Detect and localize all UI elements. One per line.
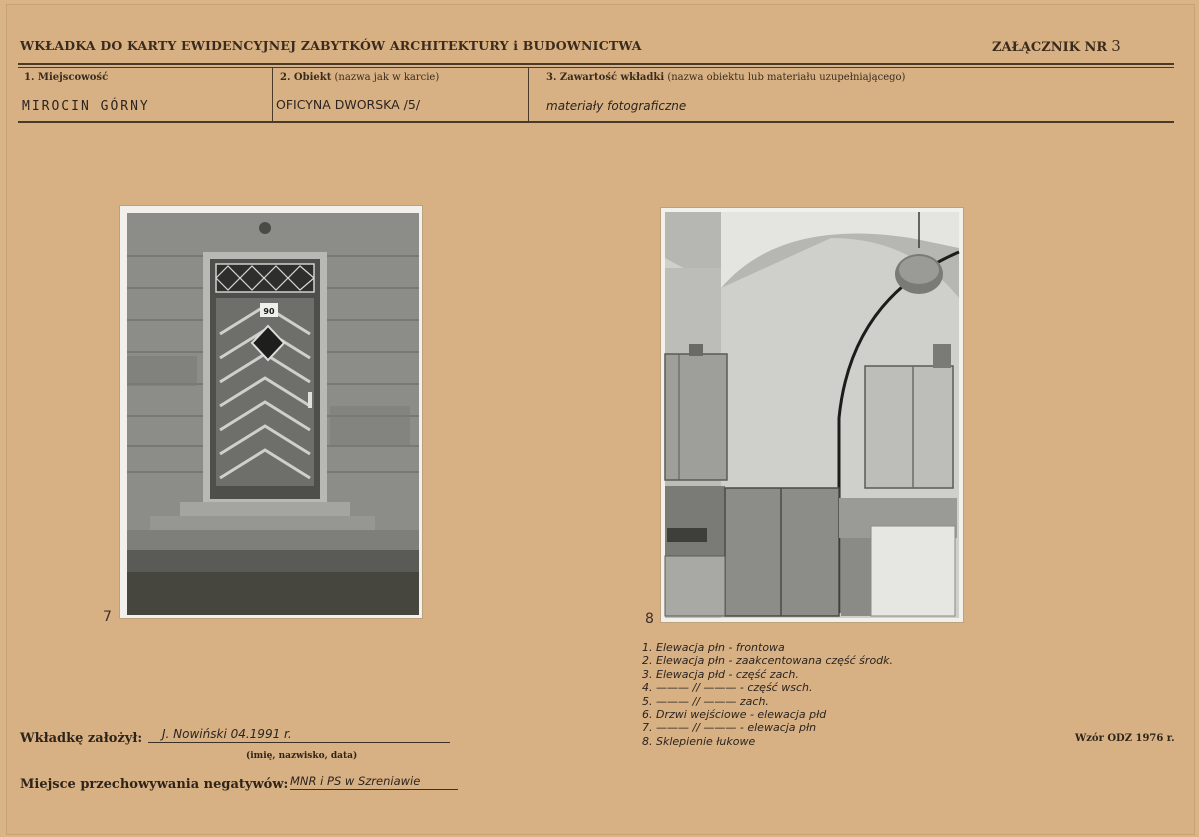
- created-by-value: J. Nowiński 04.1991 r.: [148, 727, 450, 743]
- photo-legend: [642, 641, 893, 748]
- legend-item: 7. ——— // ——— - elewacja płn: [642, 721, 817, 735]
- legend-item: 1. Elewacja płn - frontowa: [642, 641, 785, 654]
- vault-photo-image: [661, 208, 963, 622]
- created-by-note: (imię, nazwisko, data): [246, 751, 358, 761]
- house-number: 90: [263, 307, 275, 316]
- created-by-label: Wkładkę założył:: [20, 731, 143, 746]
- legend-item: 2. Elewacja płn - zaakcentowana część środk.: [642, 654, 894, 668]
- door-photo-image: [120, 206, 422, 618]
- legend-item: 6. Drzwi wejściowe - elewacja płd: [642, 708, 827, 722]
- locality-value: MIROCIN GÓRNY: [22, 99, 150, 114]
- negatives-storage-label: Miejsce przechowywania negatywów:: [20, 777, 289, 792]
- object-label-note: (nazwa jak w karcie): [331, 72, 440, 83]
- document-title: WKŁADKA DO KARTY EWIDENCYJNEJ ZABYTKÓW ARCHITEKTURY i BUDOWNICTWA: [20, 38, 642, 53]
- annex-label-text: ZAŁĄCZNIK NR: [992, 40, 1108, 55]
- object-label-main: 2. Obiekt: [280, 72, 332, 83]
- field-divider-1: [272, 67, 273, 122]
- annex-label: [992, 37, 1121, 55]
- header-rule-bottom: [18, 121, 1174, 123]
- field-divider-2: [528, 67, 529, 122]
- photo-vault: [661, 208, 963, 622]
- content-label: [546, 72, 905, 83]
- header-rule-top-thin: [18, 67, 1174, 68]
- object-label: [280, 72, 439, 83]
- object-value: OFICYNA DWORSKA /5/: [276, 97, 421, 112]
- photo-number-8: 8: [645, 611, 654, 627]
- legend-item: 4. ——— // ——— - część wsch.: [642, 681, 813, 695]
- negatives-storage-value: MNR i PS w Szreniawie: [290, 774, 458, 790]
- legend-item: 5. ——— // ——— zach.: [642, 694, 769, 708]
- content-value: materiały fotograficzne: [546, 99, 687, 113]
- form-code: Wzór ODZ 1976 r.: [1075, 733, 1175, 744]
- locality-label: 1. Miejscowość: [24, 72, 109, 83]
- annex-number: 3: [1111, 37, 1121, 55]
- header-rule-top: [18, 63, 1174, 65]
- content-label-main: 3. Zawartość wkładki: [546, 72, 665, 83]
- content-label-note: (nazwa obiektu lub materiału uzupełniającego): [664, 72, 906, 83]
- legend-item: 3. Elewacja płd - część zach.: [642, 667, 799, 681]
- photo-number-7: 7: [103, 609, 112, 625]
- photo-door: [120, 206, 422, 618]
- legend-item: 8. Sklepienie łukowe: [642, 734, 756, 748]
